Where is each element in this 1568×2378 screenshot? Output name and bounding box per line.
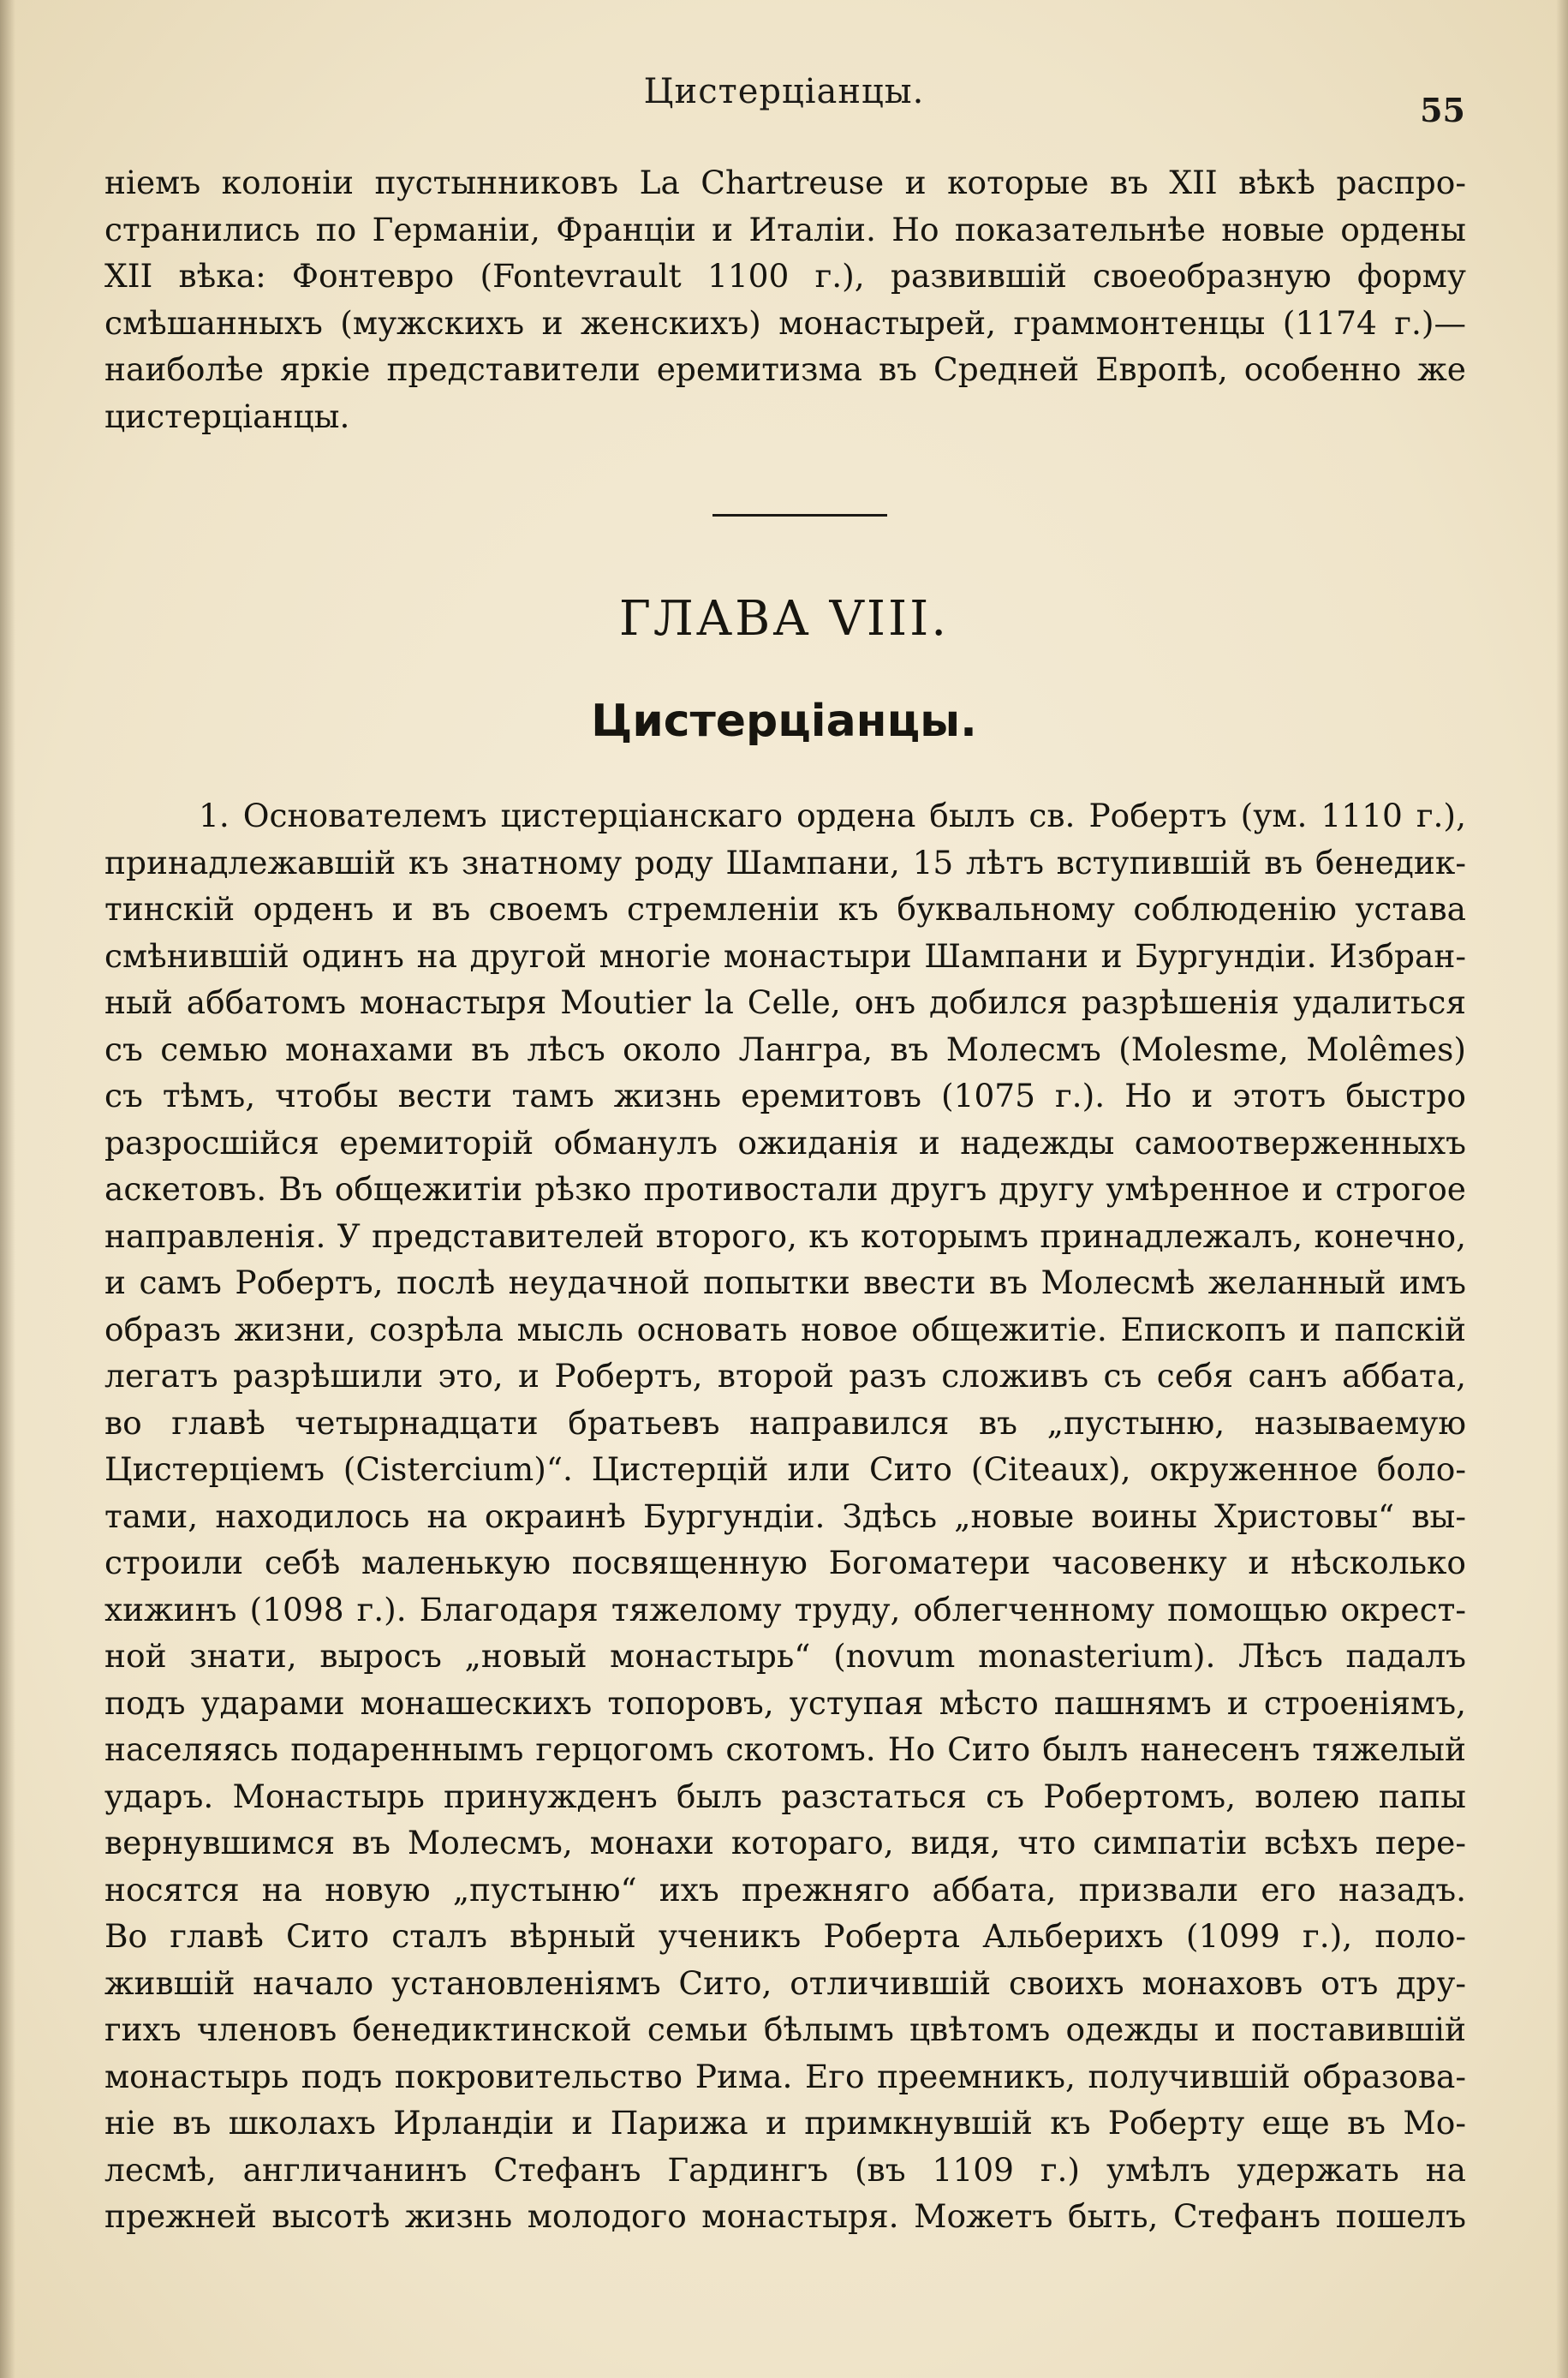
text-line: съ тѣмъ, чтобы вести тамъ жизнь еремитовъ (1075 г.). Но и этотъ быстро (104, 1077, 1466, 1114)
text-line: аскетовъ. Въ общежитіи рѣзко противостали другъ другу умѣренное и строгое (104, 1170, 1466, 1208)
text-line: смѣшанныхъ (мужскихъ и женскихъ) монастырей, граммонтенцы (1174 г.)— (104, 303, 1466, 342)
text-line: принадлежавшій къ знатному роду Шампани, 15 лѣтъ вступившій въ бенедик- (104, 843, 1466, 881)
section-divider-rule (712, 514, 887, 517)
text-line: носятся на новую „пустыню“ ихъ прежняго аббата, призвали его назадъ. (104, 1870, 1466, 1909)
text-line: XII вѣка: Фонтевро (Fontevrault 1100 г.), развившій своеобразную форму (104, 257, 1466, 295)
text-line: монастырь подъ покровительство Рима. Его преемникъ, получившій образова- (104, 2057, 1466, 2095)
text-line: Во главѣ Сито сталъ вѣрный ученикъ Роберта Альберихъ (1099 г.), поло- (104, 1917, 1466, 1955)
text-line: вернувшимся въ Молесмъ, монахи котораго, видя, что симпатіи всѣхъ пере- (104, 1824, 1466, 1861)
text-line: ніе въ школахъ Ирландіи и Парижа и примкнувшій къ Роберту еще въ Мо- (104, 2104, 1466, 2142)
text-line: ный аббатомъ монастыря Moutier la Celle, онъ добился разрѣшенія удалиться (104, 983, 1466, 1021)
body-paragraph (104, 792, 1466, 2240)
text-line: 1. Основателемъ цистерціанскаго ордена былъ св. Робертъ (ум. 1110 г.), (199, 797, 1466, 834)
page-number: 55 (1420, 91, 1465, 129)
text-line: подъ ударами монашескихъ топоровъ, уступая мѣсто пашнямъ и строеніямъ, (104, 1683, 1466, 1722)
text-line: цистерціанцы. (104, 397, 350, 435)
text-line: странились по Германіи, Франціи и Италіи. Но показательнѣе новые ордены (104, 210, 1466, 248)
text-line: тинскій орденъ и въ своемъ стремленіи къ буквальному соблюденію устава (104, 890, 1466, 928)
text-line: во главѣ четырнадцати братьевъ направился въ „пустыню, называемую (104, 1403, 1466, 1442)
text-line: и самъ Робертъ, послѣ неудачной попытки ввести въ Молесмѣ желанный имъ (104, 1264, 1466, 1301)
text-line: разросшійся еремиторій обманулъ ожиданія и надежды самоотверженныхъ (104, 1123, 1466, 1162)
chapter-label: ГЛАВА VIII. (618, 591, 950, 647)
text-line: лесмѣ, англичанинъ Стефанъ Гардингъ (въ 1109 г.) умѣлъ удержать на (104, 2150, 1466, 2189)
text-line: легатъ разрѣшили это, и Робертъ, второй разъ сложивъ съ себя санъ аббата, (104, 1357, 1466, 1395)
text-line: тами, находилось на окраинѣ Бургундіи. Здѣсь „новые воины Христовы“ вы- (104, 1497, 1466, 1535)
text-line: направленія. У представителей второго, къ которымъ принадлежалъ, конечно, (104, 1216, 1466, 1255)
text-line: ной знати, выросъ „новый монастырь“ (novum monasterium). Лѣсъ падалъ (104, 1637, 1466, 1675)
text-line: хижинъ (1098 г.). Благодаря тяжелому труду, облегченному помощью окрест- (104, 1590, 1466, 1628)
text-line: строили себѣ маленькую посвященную Богоматери часовенку и нѣсколько (104, 1544, 1466, 1581)
text-line: населяясь подареннымъ герцогомъ скотомъ. Но Сито былъ нанесенъ тяжелый (104, 1730, 1466, 1768)
text-line: образъ жизни, созрѣла мысль основать новое общежитіе. Епископъ и папскій (104, 1310, 1466, 1348)
text-line: смѣнившій одинъ на другой многіе монастыри Шампани и Бургундіи. Избран- (104, 936, 1466, 975)
text-line: наиболѣе яркіе представители еремитизма въ Средней Европѣ, особенно же (104, 350, 1466, 388)
text-line: съ семью монахами въ лѣсъ около Лангра, въ Молесмъ (Molesme, Molêmes) (104, 1030, 1466, 1068)
text-line: Цистерціемъ (Cistercium)“. Цистерцій или Сито (Citeaux), окруженное боло- (104, 1450, 1466, 1488)
text-line: ударъ. Монастырь принужденъ былъ разстаться съ Робертомъ, волею папы (104, 1777, 1466, 1815)
text-line: жившій начало установленіямъ Сито, отличившій своихъ монаховъ отъ дру- (104, 1963, 1466, 2002)
text-line: гихъ членовъ бенедиктинской семьи бѣлымъ цвѣтомъ одежды и поставившій (104, 2011, 1466, 2048)
running-head-title: Цистерціанцы. (643, 72, 925, 111)
chapter-title: Цистерціанцы. (591, 696, 977, 747)
text-line: прежней высотѣ жизнь молодого монастыря. Можетъ быть, Стефанъ пошелъ (104, 2197, 1466, 2235)
intro-paragraph (104, 159, 1466, 439)
text-line: ніемъ колоніи пустынниковъ La Chartreuse и которые въ XII вѣкѣ распро- (104, 164, 1466, 201)
